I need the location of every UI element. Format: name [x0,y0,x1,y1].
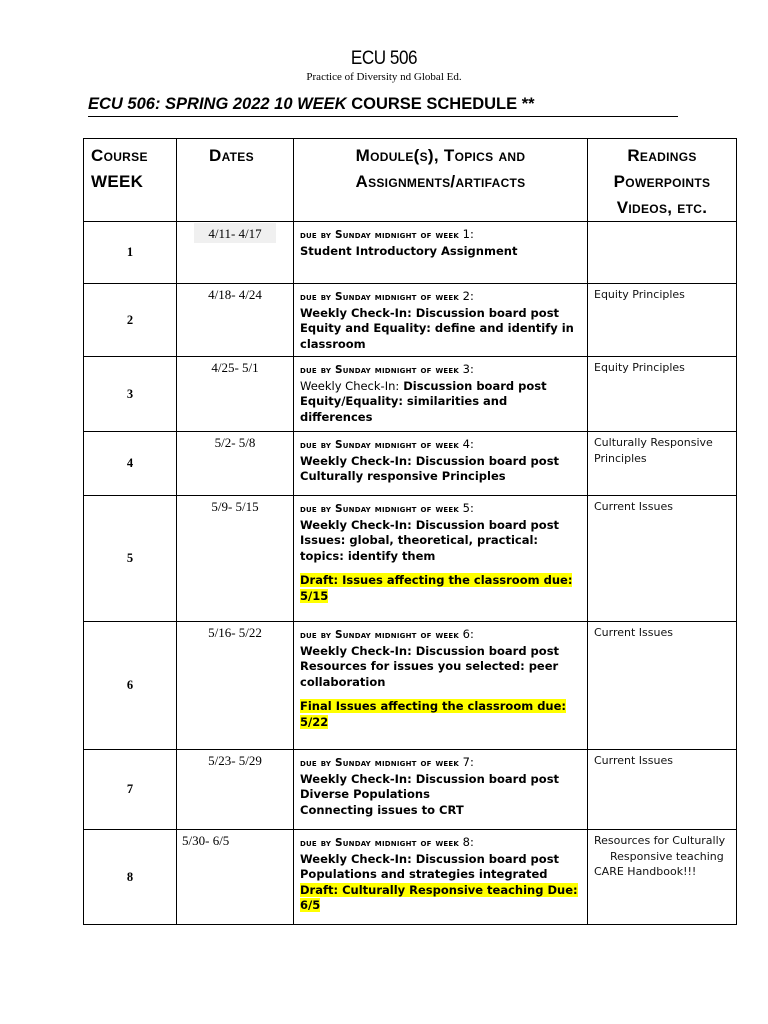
due-label [300,755,583,772]
table-row [84,284,737,357]
dates-text: 4/25- 5/1 [211,360,259,375]
due-week-number: 3: [462,362,474,376]
due-week-number: 1: [462,227,474,241]
table-row [84,222,737,284]
document-title: ECU 506 [350,48,418,69]
module-cell [294,750,588,830]
readings-cell: Equity Principles [588,357,737,432]
due-prefix: due by Sunday midnight of week [300,364,459,376]
reading-line: Responsive teaching [610,849,724,863]
header-modules-line1: Module(s), Topics and [355,146,526,165]
dates-text: 5/23- 5/29 [208,753,262,768]
due-label [300,289,583,306]
header-dates-label: Dates [209,146,254,165]
due-label [300,501,583,518]
deadline-text: Draft: Issues affecting the classroom due: 5/15 [300,573,573,603]
module-line: Weekly Check-In: Discussion board post [300,851,560,866]
due-prefix: due by Sunday midnight of week [300,439,459,451]
module-line: Equity/Equality: similarities and differences [300,394,508,424]
highlighted-deadline [300,883,583,914]
readings-cell: Culturally Responsive Principles [588,432,737,496]
week-dates [177,496,294,622]
header-week-line2: WEEK [91,172,144,191]
table-header-row [84,139,737,222]
table-row [84,830,737,925]
table-row [84,432,737,496]
week-dates [177,622,294,750]
module-line: Equity and Equality: define and identify in classroom [300,321,574,351]
readings-cell: Current Issues [588,750,737,830]
header-readings-line2: Powerpoints [613,172,711,191]
readings-cell [588,222,737,284]
header-dates [177,139,294,222]
deadline-text: Final Issues affecting the classroom due: 5/22 [300,699,567,729]
week-number: 2 [84,284,177,357]
header-course-week [84,139,177,222]
course-schedule-table [83,138,737,925]
week-dates [177,750,294,830]
readings-cell [588,830,737,925]
due-label [300,227,583,244]
readings-cell: Current Issues [588,622,737,750]
heading-rest-part: COURSE SCHEDULE ** [346,95,535,113]
header-week-line1: Course [91,146,148,165]
dates-text: 5/2- 5/8 [214,435,256,450]
due-label [300,835,583,852]
module-line: Diverse Populations [300,787,430,801]
module-cell [294,830,588,925]
reading-line: CARE Handbook!!! [594,865,697,878]
header-readings-line3: Videos, etc. [616,198,708,217]
table-row [84,496,737,622]
module-line: Weekly Check-In: Discussion board post [300,771,560,786]
week-number: 1 [84,222,177,284]
check-in-prefix: Weekly Check-In: [300,378,400,393]
header-modules-line2: Assignments/artifacts [355,172,526,191]
week-number: 7 [84,750,177,830]
due-week-number: 2: [462,289,474,303]
readings-cell: Equity Principles [588,284,737,357]
module-line: Issues: global, theoretical, practical: topics: identify them [300,533,539,563]
highlighted-deadline [300,573,583,604]
module-line [300,379,583,395]
due-prefix: due by Sunday midnight of week [300,629,459,641]
module-cell [294,496,588,622]
due-week-number: 6: [462,627,474,641]
due-label [300,627,583,644]
module-cell [294,357,588,432]
module-line: Student Introductory Assignment [300,243,518,258]
week-number: 6 [84,622,177,750]
module-line: Culturally responsive Principles [300,469,506,483]
due-prefix: due by Sunday midnight of week [300,291,459,303]
week-number: 4 [84,432,177,496]
week-dates [177,830,294,925]
module-cell [294,284,588,357]
module-line: Populations and strategies integrated [300,867,548,881]
due-prefix: due by Sunday midnight of week [300,837,459,849]
due-week-number: 7: [462,755,474,769]
dates-text: 5/9- 5/15 [211,499,259,514]
schedule-heading [88,95,678,117]
module-line: Weekly Check-In: Discussion board post [300,643,560,658]
week-dates [177,284,294,357]
due-prefix: due by Sunday midnight of week [300,229,459,241]
module-cell [294,432,588,496]
module-cell [294,622,588,750]
week-number: 8 [84,830,177,925]
reading-line: Resources for Culturally [594,834,726,847]
deadline-text: Draft: Culturally Responsive teaching Due: 6/5 [300,882,578,912]
heading-italic-part: ECU 506: SPRING 2022 10 WEEK [88,95,347,113]
dates-text: 4/11- 4/17 [194,223,275,243]
table-row [84,622,737,750]
highlighted-deadline [300,699,583,730]
module-line: Resources for issues you selected: peer collaboration [300,659,559,689]
dates-text: 4/18- 4/24 [208,287,262,302]
due-prefix: due by Sunday midnight of week [300,503,459,515]
due-week-number: 5: [462,501,474,515]
week-number: 5 [84,496,177,622]
dates-text: 5/16- 5/22 [208,625,262,640]
module-line: Weekly Check-In: Discussion board post [300,305,560,320]
due-prefix: due by Sunday midnight of week [300,757,459,769]
week-dates [177,432,294,496]
due-label [300,437,583,454]
due-label [300,362,583,379]
dates-text: 5/30- 6/5 [182,833,230,848]
readings-cell: Current Issues [588,496,737,622]
module-line: Weekly Check-In: Discussion board post [300,517,560,532]
header-readings [588,139,737,222]
header-modules [294,139,588,222]
check-in-rest: Discussion board post [399,378,547,393]
module-line: Connecting issues to CRT [300,802,464,817]
module-cell [294,222,588,284]
week-dates [177,357,294,432]
table-row [84,750,737,830]
header-readings-line1: Readings [627,146,697,165]
due-week-number: 8: [462,835,474,849]
module-line: Weekly Check-In: Discussion board post [300,453,560,468]
week-dates [177,222,294,284]
due-week-number: 4: [462,437,474,451]
document-subtitle: Practice of Diversity nd Global Ed. [306,71,462,83]
week-number: 3 [84,357,177,432]
table-row [84,357,737,432]
